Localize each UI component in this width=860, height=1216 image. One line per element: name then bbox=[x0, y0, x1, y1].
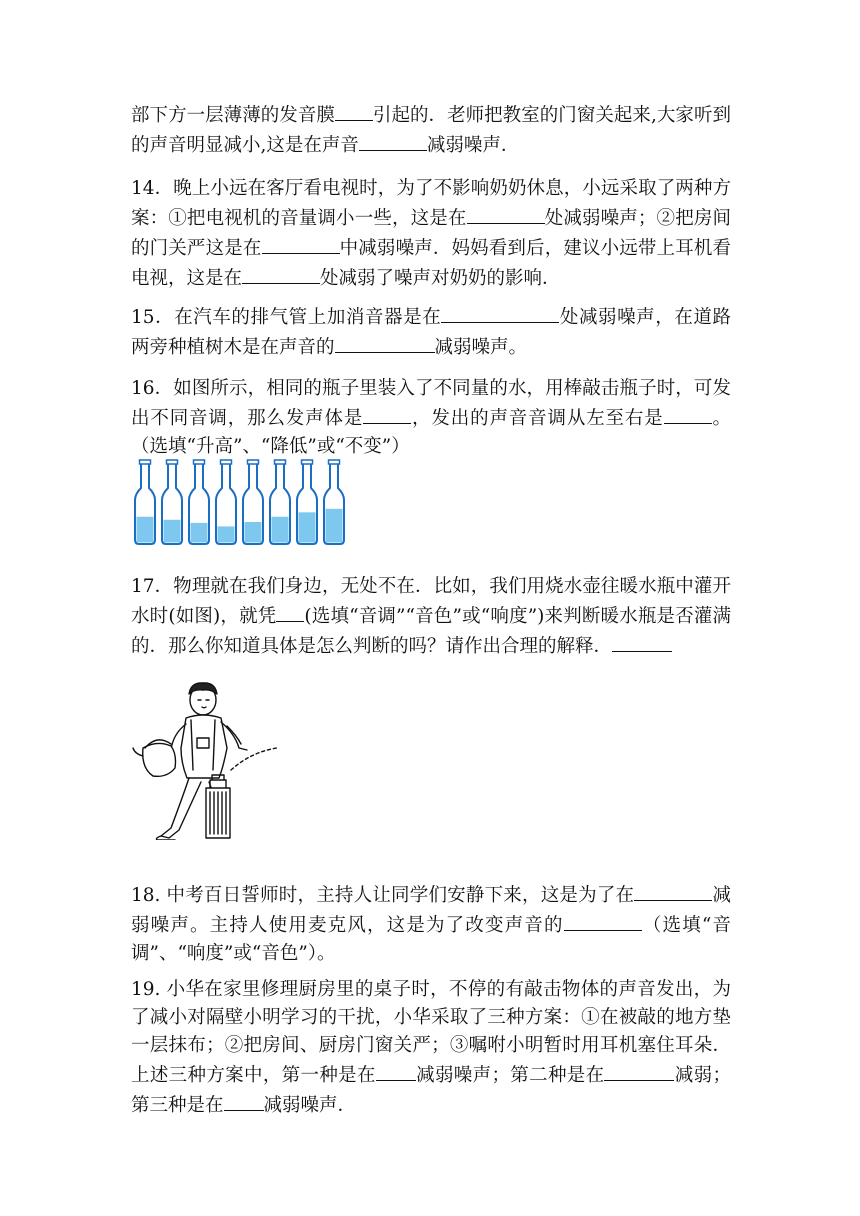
answer-blank[interactable] bbox=[604, 1060, 674, 1081]
bottle-water bbox=[137, 517, 154, 543]
q19-text-d: 减弱噪声． bbox=[263, 1095, 357, 1116]
bottle-water bbox=[164, 520, 181, 543]
q19-text-a: 19. 小华在家里修理厨房里的桌子时，不停的有敲击物体的声音发出，为了减小对隔壁小明学习的干扰，小华采取了三种方案：①在被敲的地方垫一层抹布；②把房间、厨房门窗关严；③嘱咐小明暂时用耳机塞住耳朵．上述三种方案中，第一种是在 bbox=[131, 979, 731, 1086]
bottle bbox=[216, 460, 236, 544]
question-18 bbox=[131, 880, 731, 968]
q18-text-c: （选填“音调”、“响度”或“音色”）。 bbox=[131, 915, 731, 964]
bottle bbox=[297, 460, 317, 544]
q13-text-b: 引起的．老师把教室的门窗关起来,大家听到的声音明显减小,这是在声音 bbox=[131, 105, 731, 156]
answer-blank[interactable] bbox=[335, 100, 373, 121]
bottle-lip bbox=[275, 460, 286, 464]
answer-blank[interactable] bbox=[276, 601, 304, 622]
bottles-figure bbox=[131, 458, 356, 550]
answer-blank[interactable] bbox=[359, 130, 427, 151]
question-19 bbox=[131, 976, 731, 1120]
q15-text-c: 减弱噪声。 bbox=[434, 337, 528, 358]
bottle bbox=[135, 460, 155, 544]
bottle-lip bbox=[167, 460, 178, 464]
question-14 bbox=[131, 175, 731, 293]
q14-text-b: 处减弱噪声；②把房间的门关严这是在 bbox=[131, 208, 731, 259]
bottle-lip bbox=[329, 460, 340, 464]
answer-blank[interactable] bbox=[441, 302, 559, 323]
q14-text-c: 中减弱噪声．妈妈看到后，建议小远带上耳机看电视，这是在 bbox=[131, 238, 731, 289]
question-15 bbox=[131, 302, 731, 362]
answer-blank[interactable] bbox=[335, 332, 435, 353]
question-17 bbox=[131, 573, 731, 661]
q14-text-a: 14．晚上小远在客厅看电视时，为了不影响奶奶休息，小远采取了两种方案：①把电视机的音量调小一些，这是在 bbox=[131, 178, 731, 229]
answer-blank[interactable] bbox=[262, 233, 340, 254]
q17-text-a: 17．物理就在我们身边，无处不在．比如，我们用烧水壶往暖水瓶中灌开水时(如图)，就凭 bbox=[131, 576, 731, 627]
bottle-lip bbox=[302, 460, 313, 464]
q15-text-b: 处减弱噪声，在道路两旁种植树木是在声音的 bbox=[131, 307, 731, 358]
bottle bbox=[324, 460, 344, 544]
bottle bbox=[162, 460, 182, 544]
boy-pouring-water-figure bbox=[131, 678, 281, 840]
bottle bbox=[243, 460, 263, 544]
bottle-lip bbox=[248, 460, 259, 464]
q15-text-a: 15．在汽车的排气管上加消音器是在 bbox=[131, 307, 442, 328]
answer-blank[interactable] bbox=[242, 263, 320, 284]
q16-text-b: ，发出的声音音调从左至右是 bbox=[411, 408, 664, 429]
answer-blank[interactable] bbox=[467, 203, 545, 224]
q19-text-c: 减弱；第三种是在 bbox=[131, 1065, 731, 1116]
bottle-lip bbox=[221, 460, 232, 464]
q13-text-c: 减弱噪声． bbox=[426, 135, 520, 156]
q16-text-a: 16．如图所示，相同的瓶子里装入了不同量的水，用棒敲击瓶子时，可发出不同音调，那么发声体是 bbox=[131, 378, 731, 429]
bottle-water bbox=[272, 517, 289, 543]
answer-blank[interactable] bbox=[664, 403, 712, 424]
answer-blank[interactable] bbox=[376, 1060, 416, 1081]
q16-text-c: 。（选填“升高”、“降低”或“不变”） bbox=[131, 408, 731, 457]
answer-blank[interactable] bbox=[224, 1090, 264, 1111]
bottle-water bbox=[245, 522, 262, 543]
bottle-lip bbox=[194, 460, 205, 464]
bottle-water bbox=[218, 526, 235, 542]
answer-blank[interactable] bbox=[564, 910, 642, 931]
q18-text-b: 减弱噪声。主持人使用麦克风，这是为了改变声音的 bbox=[131, 885, 731, 936]
bottle bbox=[189, 460, 209, 544]
bottle-water bbox=[326, 509, 343, 543]
answer-blank[interactable] bbox=[363, 403, 411, 424]
q19-text-b: 减弱噪声；第二种是在 bbox=[415, 1065, 605, 1086]
bottle-lip bbox=[140, 460, 151, 464]
q18-text-a: 18. 中考百日誓师时，主持人让同学们安静下来，这是为了在 bbox=[131, 885, 635, 906]
q17-text-b: (选填“音调”“音色”或“响度”)来判断暖水瓶是否灌满的．那么你知道具体是怎么判断的吗？请作出合理的解释． bbox=[131, 606, 731, 657]
question-13-tail bbox=[131, 100, 731, 160]
q14-text-d: 处减弱了噪声对奶奶的影响． bbox=[320, 268, 561, 289]
bottle-water bbox=[299, 512, 316, 542]
q13-text-a: 部下方一层薄薄的发音膜 bbox=[131, 105, 335, 126]
answer-blank[interactable] bbox=[634, 880, 712, 901]
bottle bbox=[270, 460, 290, 544]
question-16 bbox=[131, 375, 731, 461]
answer-blank[interactable] bbox=[612, 631, 672, 652]
bottle-water bbox=[191, 523, 208, 543]
